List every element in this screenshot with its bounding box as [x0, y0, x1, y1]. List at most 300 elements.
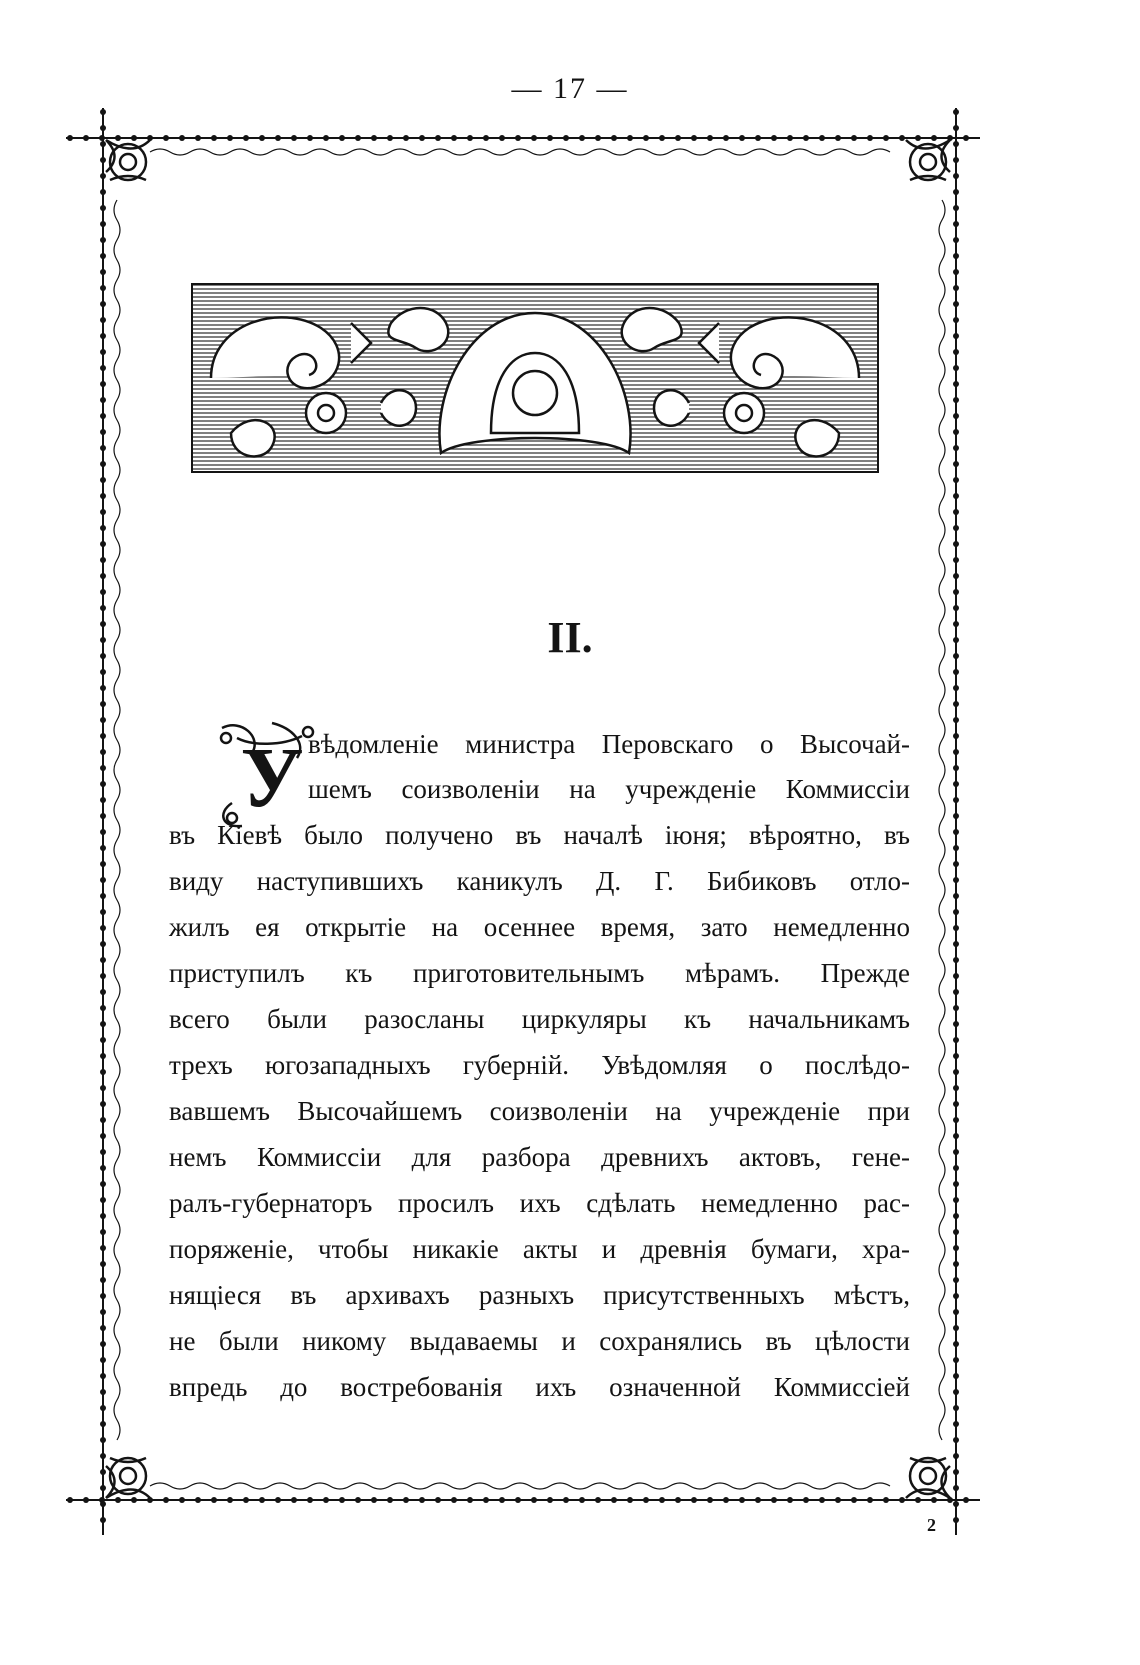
- border-bead: [307, 135, 313, 141]
- border-bead: [100, 429, 106, 435]
- border-bead: [355, 1497, 361, 1503]
- border-bead: [953, 1245, 959, 1251]
- border-bead: [100, 973, 106, 979]
- border-bead: [953, 1517, 959, 1523]
- border-bead: [100, 1469, 106, 1475]
- border-bead: [131, 1497, 137, 1503]
- border-bead: [953, 925, 959, 931]
- border-bead: [100, 301, 106, 307]
- border-bead: [953, 1501, 959, 1507]
- border-bead: [100, 893, 106, 899]
- border-bead: [953, 445, 959, 451]
- border-bead: [643, 135, 649, 141]
- border-bead: [100, 925, 106, 931]
- border-bead: [100, 1085, 106, 1091]
- border-bead: [953, 109, 959, 115]
- text-line: поряженіе, чтобы никакіе акты и древнія бумаги, хра-: [169, 1234, 910, 1264]
- border-bead: [100, 269, 106, 275]
- border-bead: [953, 1229, 959, 1235]
- border-bead: [953, 333, 959, 339]
- border-bead: [339, 1497, 345, 1503]
- border-bead: [483, 135, 489, 141]
- border-bead: [953, 941, 959, 947]
- border-bead: [100, 765, 106, 771]
- border-bead: [659, 1497, 665, 1503]
- border-bead: [953, 1069, 959, 1075]
- border-bead: [953, 605, 959, 611]
- border-bead: [211, 1497, 217, 1503]
- border-bead: [100, 509, 106, 515]
- border-bead: [953, 557, 959, 563]
- border-bead: [953, 1453, 959, 1459]
- border-bead: [899, 135, 905, 141]
- border-bead: [953, 205, 959, 211]
- border-bead: [787, 1497, 793, 1503]
- border-bead: [953, 1149, 959, 1155]
- border-bead: [953, 125, 959, 131]
- border-bead: [100, 1037, 106, 1043]
- border-bead: [100, 1101, 106, 1107]
- text-line: въ Кіевѣ было получено въ началѣ іюня; вѣроятно, въ: [169, 820, 910, 850]
- border-bead: [547, 135, 553, 141]
- border-bead: [163, 1497, 169, 1503]
- border-bead: [953, 1373, 959, 1379]
- border-bead: [131, 135, 137, 141]
- border-bead: [100, 461, 106, 467]
- border-bead: [243, 135, 249, 141]
- border-bead: [953, 1053, 959, 1059]
- border-bead: [100, 237, 106, 243]
- border-bead: [100, 1517, 106, 1523]
- border-bead: [515, 1497, 521, 1503]
- border-bead: [953, 845, 959, 851]
- border-bead: [100, 1149, 106, 1155]
- border-bead: [953, 1181, 959, 1187]
- page-number: — 17 —: [511, 72, 629, 105]
- border-bead: [803, 135, 809, 141]
- border-bead: [691, 1497, 697, 1503]
- border-bead: [723, 1497, 729, 1503]
- border-bead: [100, 1181, 106, 1187]
- drop-cap-initial: [212, 718, 320, 834]
- border-bead: [100, 749, 106, 755]
- border-bead: [953, 1101, 959, 1107]
- border-bead: [953, 733, 959, 739]
- border-bead: [100, 109, 106, 115]
- border-bead: [99, 135, 105, 141]
- border-bead: [659, 135, 665, 141]
- border-bead: [100, 941, 106, 947]
- border-bead: [579, 1497, 585, 1503]
- border-bead: [953, 1213, 959, 1219]
- border-bead: [100, 1277, 106, 1283]
- border-bead: [953, 893, 959, 899]
- text-line: вавшемъ Высочайшемъ соизволеніи на учрежденіе при: [169, 1096, 910, 1126]
- border-bead: [899, 1497, 905, 1503]
- border-bead: [953, 477, 959, 483]
- border-bead: [100, 1501, 106, 1507]
- border-bead: [100, 605, 106, 611]
- border-bead: [115, 1497, 121, 1503]
- text-line: вѣдомленіе министра Перовскаго о Высочай-: [308, 729, 910, 759]
- border-bead: [953, 1277, 959, 1283]
- border-bead: [100, 1325, 106, 1331]
- border-bead: [100, 1341, 106, 1347]
- border-bead: [803, 1497, 809, 1503]
- border-bead: [499, 135, 505, 141]
- border-bead: [851, 135, 857, 141]
- border-bead: [100, 1069, 106, 1075]
- border-bead: [100, 125, 106, 131]
- border-bead: [435, 1497, 441, 1503]
- border-bead: [100, 1245, 106, 1251]
- border-bead: [723, 135, 729, 141]
- border-bead: [953, 349, 959, 355]
- border-bead: [963, 135, 969, 141]
- border-bead: [100, 445, 106, 451]
- border-bead: [953, 429, 959, 435]
- border-bead: [953, 1021, 959, 1027]
- border-bead: [83, 1497, 89, 1503]
- border-bead: [953, 189, 959, 195]
- border-bead: [291, 135, 297, 141]
- border-bead: [755, 135, 761, 141]
- border-bead: [100, 349, 106, 355]
- border-bead: [595, 1497, 601, 1503]
- border-bead: [451, 135, 457, 141]
- border-bead: [100, 1229, 106, 1235]
- border-bead: [499, 1497, 505, 1503]
- border-bead: [691, 135, 697, 141]
- border-bead: [179, 135, 185, 141]
- border-bead: [953, 1197, 959, 1203]
- border-bead: [953, 717, 959, 723]
- border-bead: [953, 1341, 959, 1347]
- border-bead: [100, 557, 106, 563]
- border-bead: [739, 1497, 745, 1503]
- border-bead: [771, 1497, 777, 1503]
- border-bead: [627, 1497, 633, 1503]
- border-bead: [100, 669, 106, 675]
- border-bead: [403, 135, 409, 141]
- border-bead: [100, 1293, 106, 1299]
- border-bead: [100, 493, 106, 499]
- border-bead: [953, 829, 959, 835]
- border-bead: [953, 1389, 959, 1395]
- border-bead: [707, 135, 713, 141]
- border-bead: [100, 717, 106, 723]
- border-bead: [67, 1497, 73, 1503]
- border-bead: [953, 141, 959, 147]
- border-bead: [227, 1497, 233, 1503]
- headpiece-ornament: [191, 283, 879, 473]
- border-bead: [100, 253, 106, 259]
- border-bead: [100, 877, 106, 883]
- border-bead: [100, 1261, 106, 1267]
- border-bead: [835, 1497, 841, 1503]
- border-bead: [707, 1497, 713, 1503]
- border-bead: [100, 285, 106, 291]
- border-bead: [100, 829, 106, 835]
- border-bead: [83, 135, 89, 141]
- border-bead: [467, 135, 473, 141]
- border-bead: [339, 135, 345, 141]
- border-bead: [100, 1117, 106, 1123]
- border-bead: [100, 141, 106, 147]
- border-bead: [835, 135, 841, 141]
- border-bead: [100, 205, 106, 211]
- border-bead: [953, 1133, 959, 1139]
- border-bead: [100, 1021, 106, 1027]
- border-bead: [953, 253, 959, 259]
- border-bead: [953, 1437, 959, 1443]
- border-bead: [100, 333, 106, 339]
- border-bead: [100, 397, 106, 403]
- border-bead: [100, 573, 106, 579]
- border-bead: [915, 135, 921, 141]
- border-bead: [953, 589, 959, 595]
- border-bead: [953, 861, 959, 867]
- border-bead: [100, 1485, 106, 1491]
- border-bead: [675, 1497, 681, 1503]
- border-bead: [100, 701, 106, 707]
- border-bead: [787, 135, 793, 141]
- border-bead: [100, 813, 106, 819]
- border-bead: [953, 1005, 959, 1011]
- border-bead: [931, 135, 937, 141]
- border-bead: [100, 733, 106, 739]
- border-bead: [953, 493, 959, 499]
- border-bead: [100, 541, 106, 547]
- border-bead: [163, 135, 169, 141]
- border-bead: [953, 813, 959, 819]
- border-bead: [547, 1497, 553, 1503]
- border-bead: [275, 1497, 281, 1503]
- border-bead: [643, 1497, 649, 1503]
- border-bead: [100, 157, 106, 163]
- border-bead: [259, 135, 265, 141]
- border-bead: [953, 221, 959, 227]
- border-bead: [953, 989, 959, 995]
- border-bead: [100, 909, 106, 915]
- text-line: всего были разосланы циркуляры къ начальникамъ: [169, 1004, 910, 1034]
- border-bead: [953, 1485, 959, 1491]
- border-bead: [963, 1497, 969, 1503]
- signature-mark: 2: [927, 1515, 936, 1535]
- border-bead: [953, 973, 959, 979]
- border-bead: [883, 135, 889, 141]
- border-bead: [67, 135, 73, 141]
- border-bead: [100, 381, 106, 387]
- chapter-numeral: II.: [547, 613, 593, 662]
- border-bead: [100, 957, 106, 963]
- border-bead: [179, 1497, 185, 1503]
- border-bead: [953, 397, 959, 403]
- border-bead: [953, 1293, 959, 1299]
- border-bead: [100, 1405, 106, 1411]
- border-bead: [100, 1389, 106, 1395]
- border-bead: [100, 173, 106, 179]
- border-bead: [755, 1497, 761, 1503]
- border-bead: [953, 765, 959, 771]
- border-bead: [100, 685, 106, 691]
- border-bead: [953, 461, 959, 467]
- border-bead: [403, 1497, 409, 1503]
- border-bead: [307, 1497, 313, 1503]
- border-bead: [953, 685, 959, 691]
- border-bead: [611, 135, 617, 141]
- border-bead: [100, 861, 106, 867]
- border-bead: [387, 135, 393, 141]
- border-bead: [953, 749, 959, 755]
- text-line: шемъ соизволеніи на учрежденіе Коммиссіи: [308, 774, 910, 804]
- border-bead: [100, 1197, 106, 1203]
- border-bead: [953, 173, 959, 179]
- border-bead: [953, 301, 959, 307]
- border-bead: [291, 1497, 297, 1503]
- border-bead: [100, 317, 106, 323]
- border-bead: [100, 1213, 106, 1219]
- border-bead: [100, 1005, 106, 1011]
- border-bead: [563, 135, 569, 141]
- border-bead: [100, 1309, 106, 1315]
- border-bead: [100, 189, 106, 195]
- border-bead: [953, 1357, 959, 1363]
- border-bead: [953, 157, 959, 163]
- border-bead: [953, 541, 959, 547]
- border-bead: [100, 1453, 106, 1459]
- text-line: не были никому выдаваемы и сохранялись въ цѣлости: [169, 1326, 910, 1356]
- border-bead: [100, 1373, 106, 1379]
- border-bead: [195, 1497, 201, 1503]
- border-bead: [195, 135, 201, 141]
- border-bead: [953, 1085, 959, 1091]
- text-line: жилъ ея открытіе на осеннее время, зато немедленно: [169, 912, 910, 942]
- border-bead: [953, 525, 959, 531]
- border-bead: [953, 797, 959, 803]
- border-bead: [211, 135, 217, 141]
- border-bead: [953, 1309, 959, 1315]
- border-bead: [100, 365, 106, 371]
- border-bead: [100, 1053, 106, 1059]
- border-bead: [100, 781, 106, 787]
- border-bead: [387, 1497, 393, 1503]
- border-bead: [323, 1497, 329, 1503]
- text-line: виду наступившихъ каникулъ Д. Г. Бибиковъ отло-: [169, 866, 910, 896]
- border-bead: [227, 135, 233, 141]
- border-bead: [371, 135, 377, 141]
- border-bead: [953, 1405, 959, 1411]
- border-bead: [100, 1437, 106, 1443]
- border-bead: [953, 669, 959, 675]
- border-bead: [100, 477, 106, 483]
- border-bead: [953, 317, 959, 323]
- text-line: приступилъ къ приготовительнымъ мѣрамъ. Прежде: [169, 958, 910, 988]
- border-bead: [100, 221, 106, 227]
- border-bead: [419, 135, 425, 141]
- border-bead: [867, 1497, 873, 1503]
- border-bead: [953, 1325, 959, 1331]
- border-bead: [953, 781, 959, 787]
- border-bead: [435, 135, 441, 141]
- border-bead: [819, 1497, 825, 1503]
- border-bead: [611, 1497, 617, 1503]
- border-bead: [953, 381, 959, 387]
- text-line: немъ Коммиссіи для разбора древнихъ актовъ, гене-: [169, 1142, 910, 1172]
- border-bead: [579, 135, 585, 141]
- border-bead: [100, 413, 106, 419]
- border-bead: [675, 135, 681, 141]
- drop-cap-letter: У: [240, 729, 304, 825]
- border-bead: [953, 365, 959, 371]
- border-bead: [771, 135, 777, 141]
- border-bead: [867, 135, 873, 141]
- border-bead: [531, 1497, 537, 1503]
- border-bead: [953, 701, 959, 707]
- border-bead: [883, 1497, 889, 1503]
- text-line: трехъ югозападныхъ губерній. Увѣдомляя о послѣдо-: [169, 1050, 910, 1080]
- text-line: ралъ-губернаторъ просилъ ихъ сдѣлать немедленно рас-: [169, 1188, 910, 1218]
- border-bead: [100, 845, 106, 851]
- border-bead: [627, 135, 633, 141]
- border-bead: [259, 1497, 265, 1503]
- border-bead: [953, 285, 959, 291]
- border-bead: [953, 573, 959, 579]
- border-bead: [371, 1497, 377, 1503]
- border-bead: [931, 1497, 937, 1503]
- border-bead: [100, 1421, 106, 1427]
- border-bead: [953, 1421, 959, 1427]
- border-bead: [851, 1497, 857, 1503]
- border-bead: [323, 135, 329, 141]
- border-bead: [355, 135, 361, 141]
- text-line: впредь до востребованія ихъ означенной Коммиссіей: [169, 1372, 910, 1402]
- border-bead: [100, 525, 106, 531]
- border-bead: [953, 877, 959, 883]
- border-bead: [953, 1117, 959, 1123]
- border-bead: [100, 1133, 106, 1139]
- border-bead: [953, 269, 959, 275]
- border-bead: [419, 1497, 425, 1503]
- border-bead: [953, 1165, 959, 1171]
- border-bead: [953, 909, 959, 915]
- border-bead: [100, 1357, 106, 1363]
- border-bead: [100, 797, 106, 803]
- border-bead: [953, 1469, 959, 1475]
- border-bead: [451, 1497, 457, 1503]
- border-bead: [953, 1037, 959, 1043]
- border-bead: [100, 589, 106, 595]
- border-bead: [915, 1497, 921, 1503]
- border-bead: [819, 135, 825, 141]
- border-bead: [531, 135, 537, 141]
- border-bead: [515, 135, 521, 141]
- border-bead: [595, 135, 601, 141]
- border-bead: [953, 237, 959, 243]
- border-bead: [953, 1261, 959, 1267]
- border-bead: [563, 1497, 569, 1503]
- border-bead: [739, 135, 745, 141]
- border-bead: [467, 1497, 473, 1503]
- border-bead: [483, 1497, 489, 1503]
- border-bead: [115, 135, 121, 141]
- border-bead: [100, 989, 106, 995]
- text-line: нящіеся въ архивахъ разныхъ присутственныхъ мѣстъ,: [169, 1280, 910, 1310]
- border-bead: [275, 135, 281, 141]
- border-bead: [100, 1165, 106, 1171]
- border-bead: [953, 957, 959, 963]
- border-bead: [243, 1497, 249, 1503]
